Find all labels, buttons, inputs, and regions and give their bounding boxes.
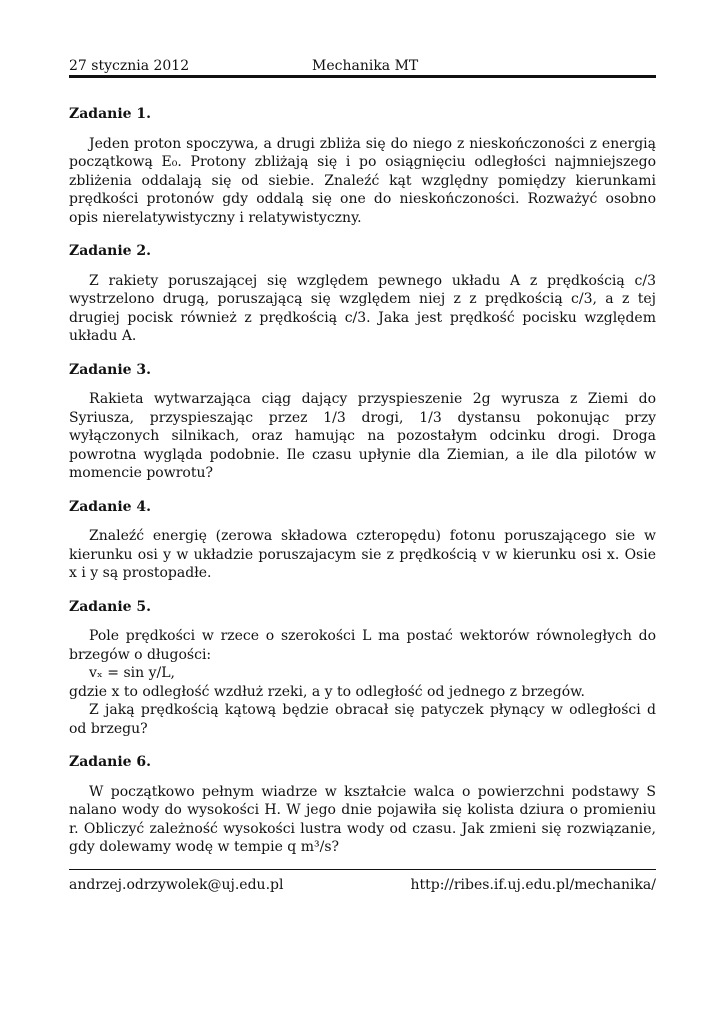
task-text: Rakieta wytwarzająca ciąg dający przyspieszenie 2g wyrusza z Ziemi do Syriusza, przyspieszając przez 1/3 drogi, 1/3 dystansu pokonując przy wyłączonych silnikach, oraz hamując na pozostałym odcinku drogi. Droga powrotna wygląda podobnie. Ile czasu upłynie dla Ziemian, a ile dla pilotów w momencie powrotu?: [69, 391, 656, 481]
task-text: Z rakiety poruszającej się względem pewnego układu A z prędkością c/3 wystrzelono drugą, poruszającą się względem niej z z prędkością c/3, a z tej drugiej pocisk również z prędkością c/3. Jaka jest prędkość pocisku względem układu A.: [69, 272, 656, 344]
task-question: Z jaką prędkością kątową będzie obracał się patyczek płynący w odległości d od brzegu?: [69, 702, 656, 737]
task-3: [69, 361, 656, 483]
footer-email: andrzej.odrzywolek@uj.edu.pl: [69, 877, 284, 893]
task-text: Pole prędkości w rzece o szerokości L ma postać wektorów równoległych do brzegów o długości:: [69, 628, 656, 663]
task-text: Jeden proton spoczywa, a drugi zbliża się do niego z nieskończoności z energią początkową E₀. Protony zbliżają się i po osiągnięciu odległości najmniejszego zbliżenia oddalają się od siebie. Znaleźć kąt względny pomiędzy kierunkami prędkości protonów gdy oddalą się one do nieskończoności. Rozważyć osobno opis nierelatywistyczny i relatywistyczny.: [69, 135, 656, 226]
document-body: [69, 105, 656, 872]
task-title: Zadanie 4.: [69, 498, 152, 515]
task-4: [69, 498, 656, 583]
header-rule: [69, 75, 656, 78]
task-5: [69, 598, 656, 739]
page-header: [69, 58, 656, 76]
footer-url: http://ribes.if.uj.edu.pl/mechanika/: [410, 877, 656, 893]
task-6: [69, 753, 656, 857]
task-text: gdzie x to odległość wzdłuż rzeki, a y to odległość od jednego z brzegów.: [69, 683, 585, 700]
header-date: 27 stycznia 2012: [69, 58, 190, 74]
task-2: [69, 242, 656, 346]
header-course-title: Mechanika MT: [312, 58, 419, 74]
task-title: Zadanie 6.: [69, 754, 152, 770]
task-title: Zadanie 5.: [69, 598, 152, 615]
task-text: W początkowo pełnym wiadrze w kształcie walca o powierzchni podstawy S nalano wody do wysokości H. W jego dnie pojawiła się kolista dziura o promieniu r. Obliczyć zależność wysokości lustra wody od czasu. Jak zmieni się rozwiązanie, gdy dolewamy wodę w tempie q m³/s?: [69, 783, 656, 855]
task-title: Zadanie 3.: [69, 361, 152, 378]
task-text: Znaleźć energię (zerowa składowa czteropędu) fotonu poruszającego sie w kierunku osi y w układzie poruszajacym sie z prędkością v w kierunku osi x. Osie x i y są prostopadłe.: [69, 528, 656, 581]
task-title: Zadanie 2.: [69, 243, 152, 259]
task-1: [69, 105, 656, 227]
task-title: Zadanie 1.: [69, 106, 152, 122]
footer-rule: [69, 869, 656, 870]
equation: vₓ = sin y/L,: [89, 665, 175, 681]
